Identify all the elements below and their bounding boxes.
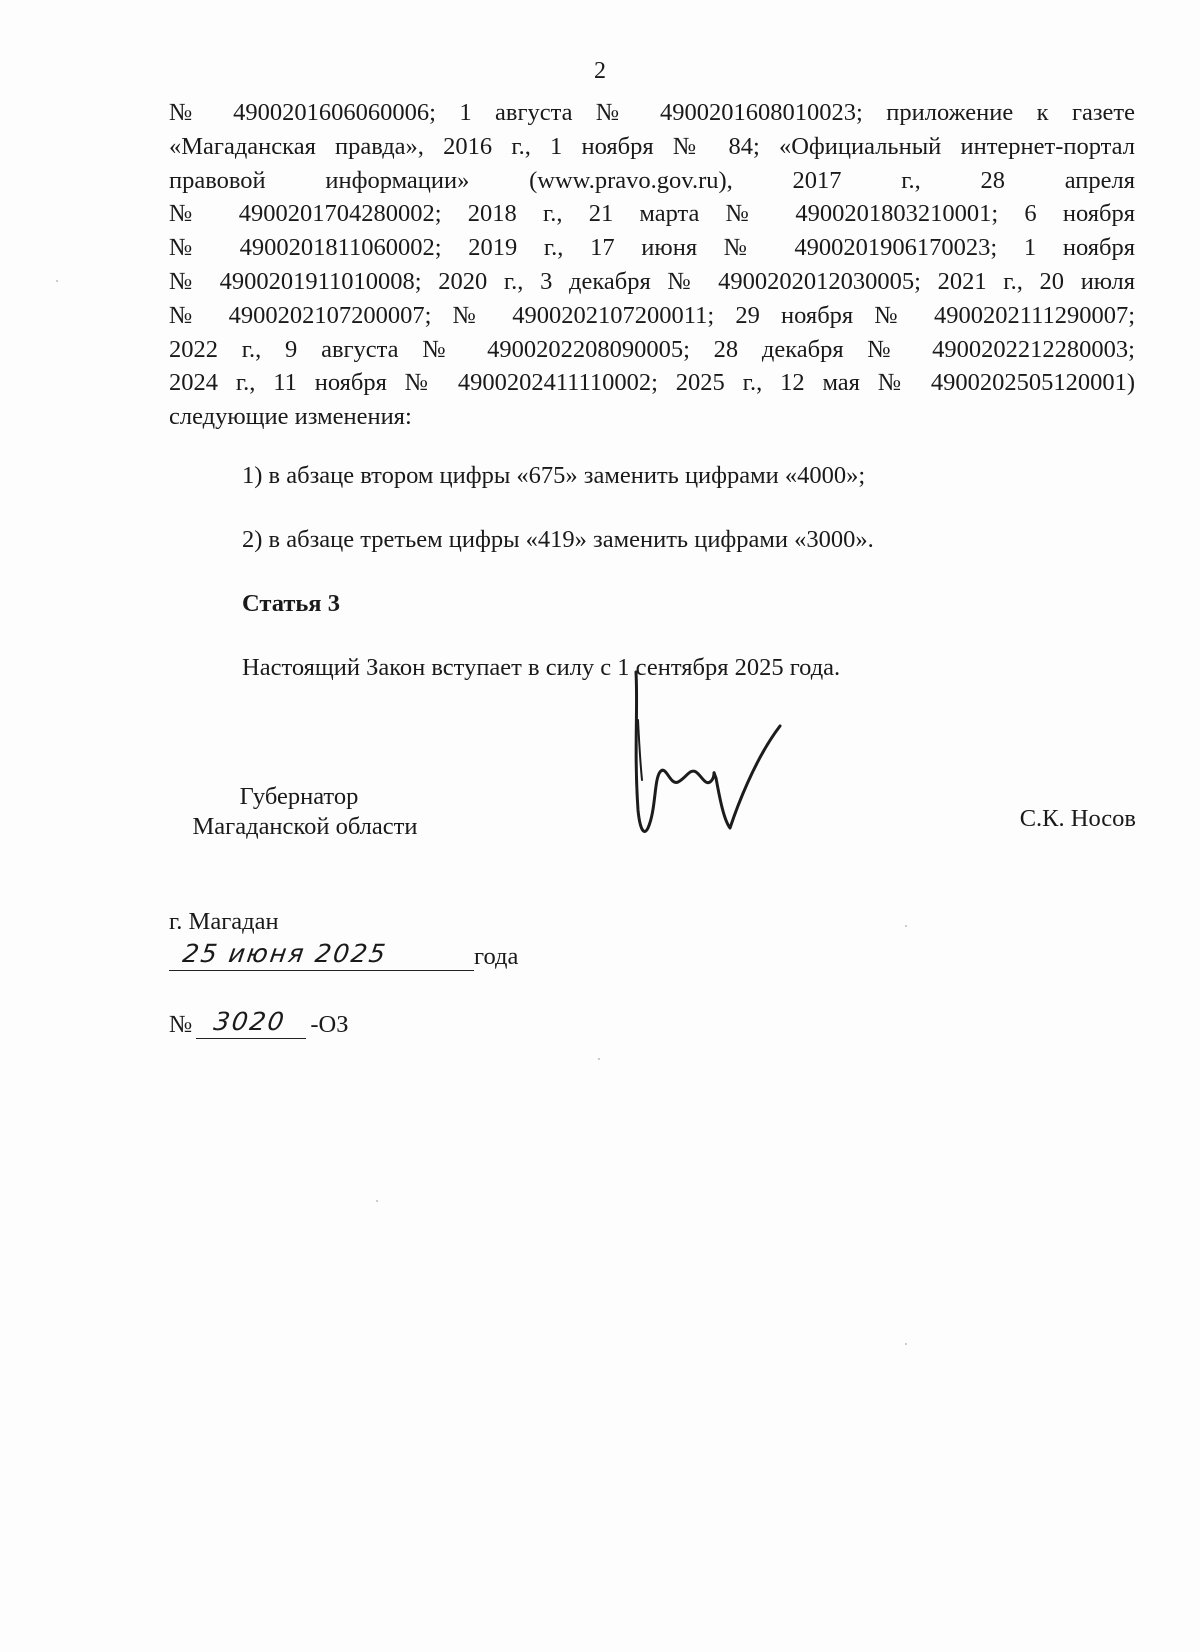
page-number: 2 <box>594 58 606 84</box>
paragraph-line: № 4900201911010008; 2020 г., 3 декабря № 4900202012030005; 2021 г., 20 июля <box>169 267 1135 295</box>
paragraph-line: правовой информации» (www.pravo.gov.ru), 2017 г., 28 апреля <box>169 166 1135 194</box>
law-number-prefix: № <box>169 1011 193 1038</box>
number-blank <box>196 1008 306 1039</box>
paragraph-line: № 4900202107200007; № 4900202107200011; 29 ноября № 4900202111290007; <box>169 301 1135 329</box>
handwritten-date: 25 июня 2025 <box>180 939 390 968</box>
date-suffix: года <box>474 943 519 970</box>
paragraph-line: № 4900201606060006; 1 августа № 4900201608010023; приложение к газете <box>169 99 1135 126</box>
paragraph-line: «Магаданская правда», 2016 г., 1 ноября № 84; «Официальный интернет-портал <box>169 132 1135 160</box>
signatory-title <box>170 783 440 841</box>
paragraph-line: № 4900201704280002; 2018 г., 21 марта № 4900201803210001; 6 ноября <box>169 200 1135 228</box>
scan-speck <box>598 1058 600 1060</box>
amendment-item-2: 2) в абзаце третьем цифры «419» заменить цифрами «3000». <box>242 526 874 553</box>
scan-speck <box>376 1200 378 1202</box>
handwritten-number: 3020 <box>212 1007 289 1036</box>
place: г. Магадан <box>169 908 279 935</box>
article-heading: Статья 3 <box>242 590 340 617</box>
law-number <box>169 1008 349 1039</box>
paragraph-line: следующие изменения: <box>169 403 412 431</box>
signing-date <box>169 940 518 971</box>
amendment-paragraph <box>169 96 1135 434</box>
amendment-item-1: 1) в абзаце втором цифры «675» заменить цифрами «4000»; <box>242 462 866 489</box>
scan-speck <box>905 1343 907 1345</box>
scan-speck <box>905 925 907 927</box>
paragraph-line: 2022 г., 9 августа № 4900202208090005; 28 декабря № 4900202212280003; <box>169 335 1135 363</box>
paragraph-line: 2024 г., 11 ноября № 4900202411110002; 2025 г., 12 мая № 4900202505120001) <box>169 369 1135 397</box>
signatory-title-line-1: Губернатор <box>239 783 359 810</box>
handwritten-signature <box>630 660 800 845</box>
scan-speck <box>56 280 58 282</box>
article-text: Настоящий Закон вступает в силу с 1 сентября 2025 года. <box>242 654 841 681</box>
signatory-name: С.К. Носов <box>1019 805 1136 832</box>
signatory-title-line-2: Магаданской области <box>192 813 418 840</box>
law-number-suffix: -ОЗ <box>310 1011 349 1038</box>
date-blank <box>169 940 474 971</box>
paragraph-line: № 4900201811060002; 2019 г., 17 июня № 4900201906170023; 1 ноября <box>169 234 1135 262</box>
